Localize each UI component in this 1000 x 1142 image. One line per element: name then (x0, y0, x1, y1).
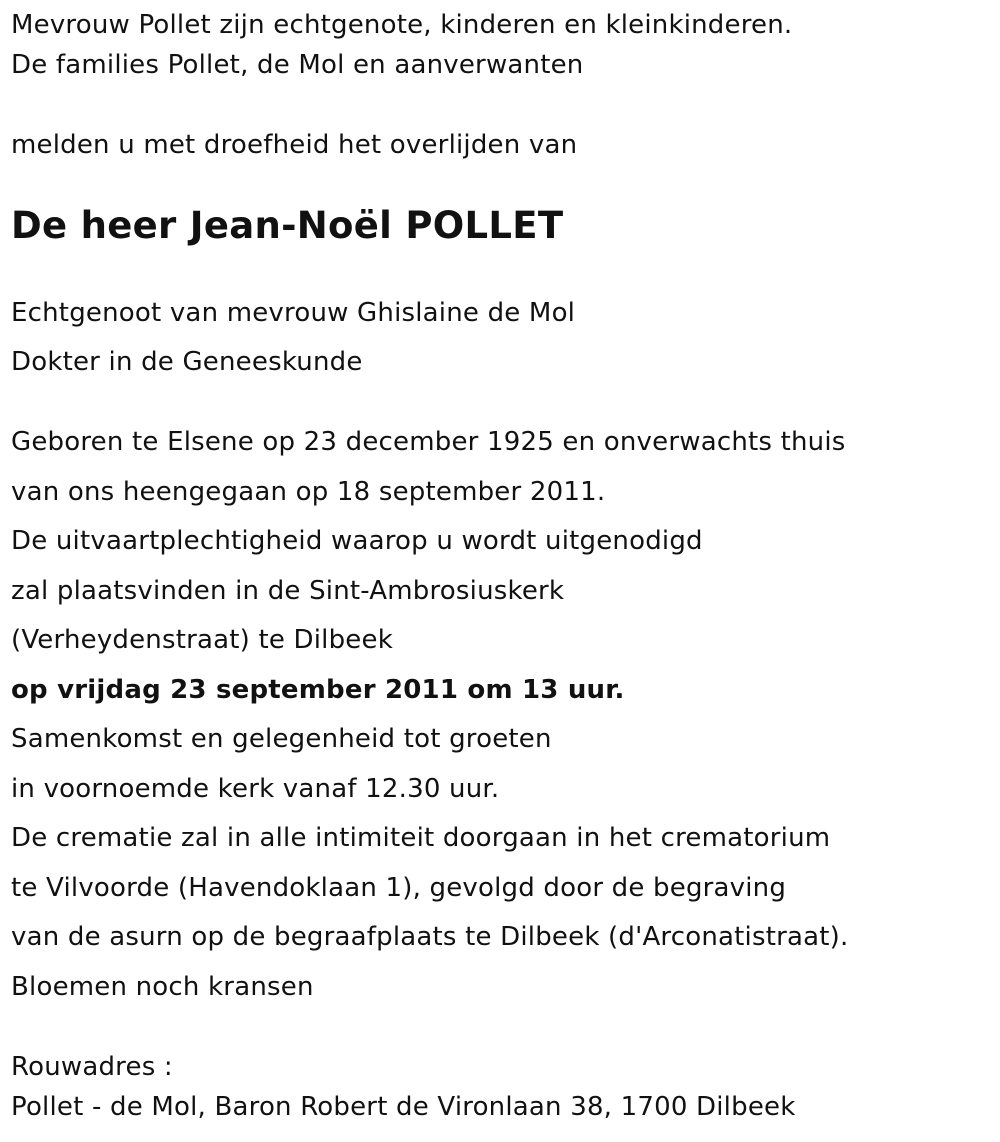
detail-line: De uitvaartplechtigheid waarop u wordt uitgenodigd (11, 526, 703, 556)
detail-line: (Verheydenstraat) te Dilbeek (11, 625, 393, 655)
detail-line: Samenkomst en gelegenheid tot groeten (11, 724, 552, 754)
announcement-text: melden u met droefheid het overlijden van (11, 130, 578, 160)
spouse-line: Echtgenoot van mevrouw Ghislaine de Mol (11, 298, 576, 328)
detail-line: De crematie zal in alle intimiteit doorgaan in het crematorium (11, 823, 831, 853)
detail-line: van ons heengegaan op 18 september 2011. (11, 477, 606, 507)
deceased-name: De heer Jean-Noël POLLET (11, 204, 564, 247)
detail-line: in voornoemde kerk vanaf 12.30 uur. (11, 774, 500, 804)
detail-line: Geboren te Elsene op 23 december 1925 en onverwachts thuis (11, 427, 846, 457)
detail-line: van de asurn op de begraafplaats te Dilbeek (d'Arconatistraat). (11, 922, 849, 952)
profession-line: Dokter in de Geneeskunde (11, 347, 363, 377)
funeral-date-line: op vrijdag 23 september 2011 om 13 uur. (11, 675, 625, 705)
intro-line-family: Mevrouw Pollet zijn echtgenote, kinderen en kleinkinderen. (11, 10, 793, 40)
detail-line: te Vilvoorde (Havendoklaan 1), gevolgd door de begraving (11, 873, 787, 903)
intro-line-relatives: De families Pollet, de Mol en aanverwanten (11, 50, 584, 80)
detail-line: zal plaatsvinden in de Sint-Ambrosiuskerk (11, 576, 565, 606)
address-label: Rouwadres : (11, 1052, 173, 1082)
flowers-note: Bloemen noch kransen (11, 972, 314, 1002)
address-value: Pollet - de Mol, Baron Robert de Vironlaan 38, 1700 Dilbeek (11, 1092, 796, 1122)
